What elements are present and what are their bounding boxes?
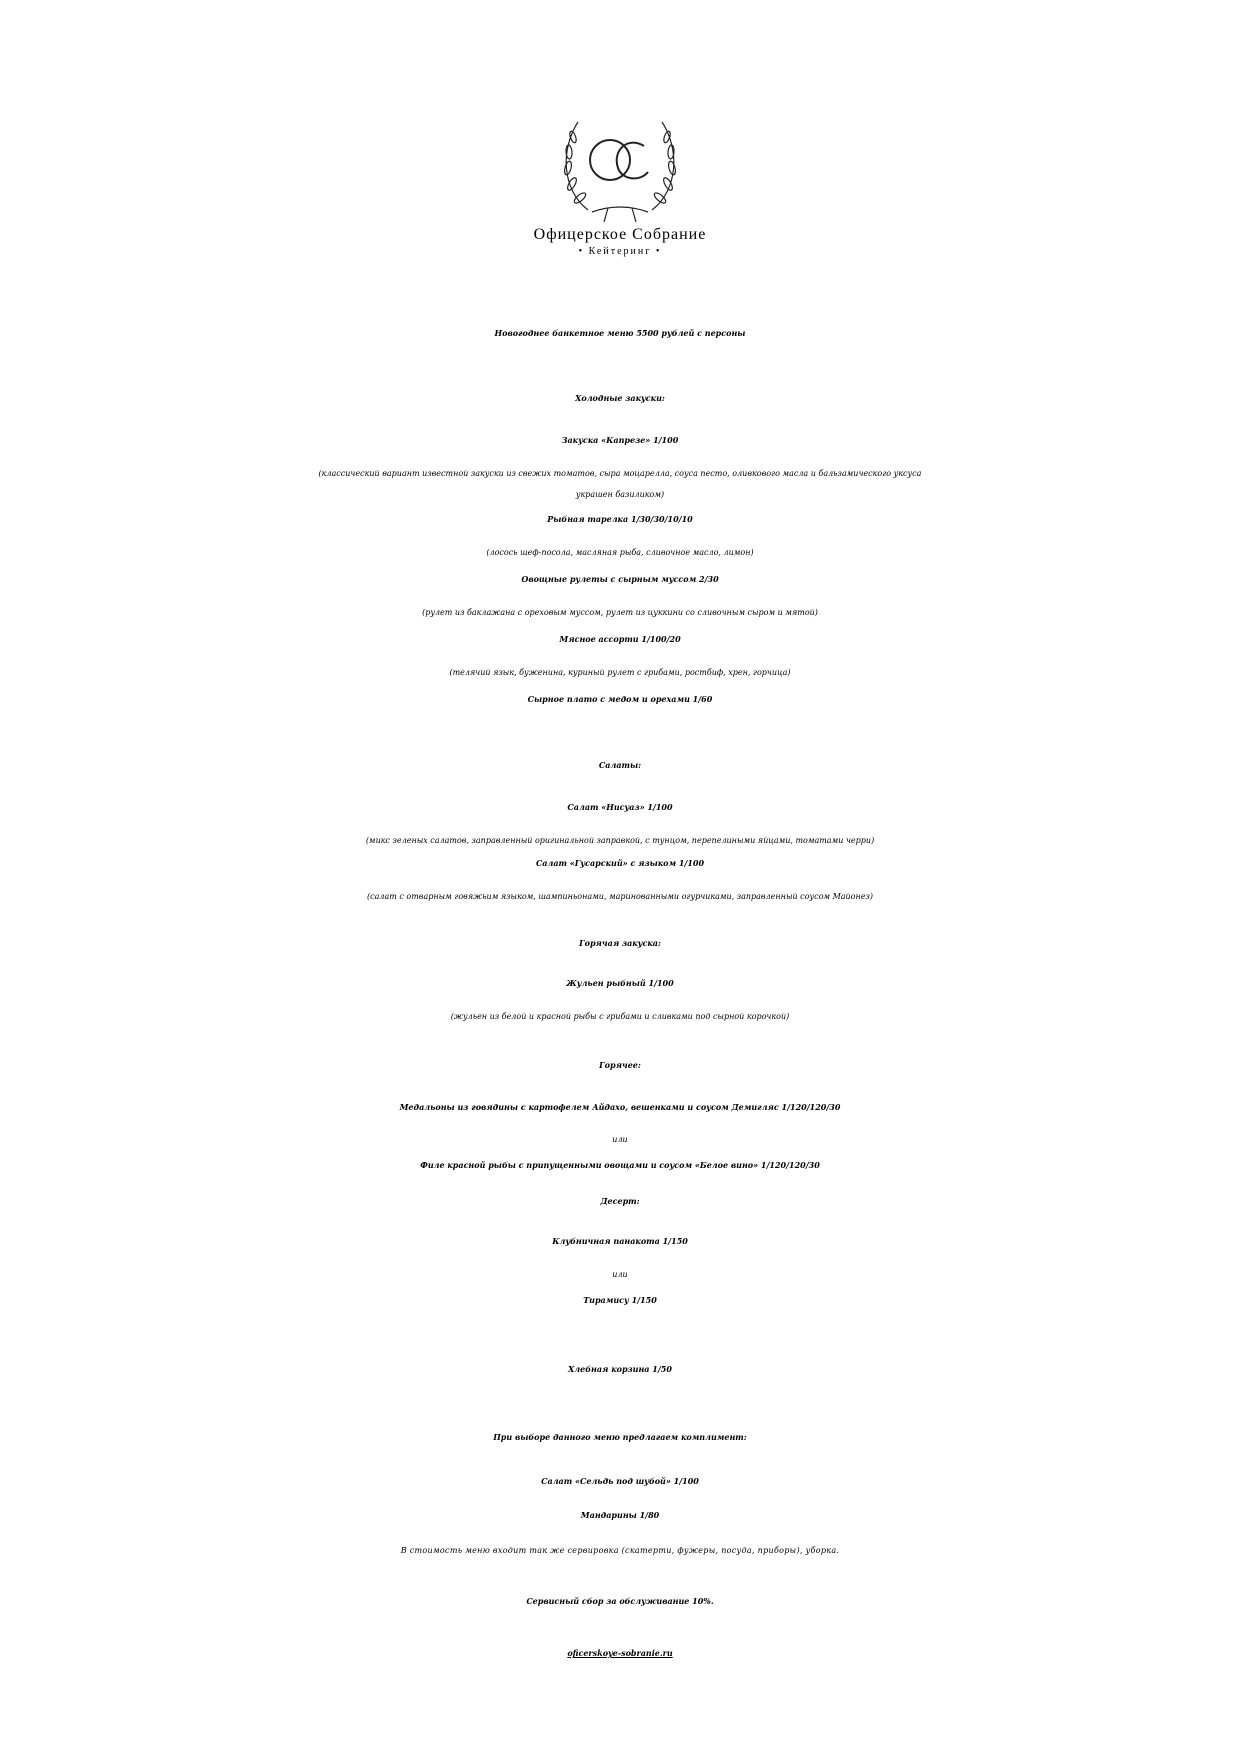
- dish-vegetable-rolls: Овощные рулеты с сырным муссом 2/30: [521, 574, 719, 584]
- compliment-herring-salad: Салат «Сельдь под шубой» 1/100: [541, 1476, 699, 1486]
- brand-name: Офицерское Собрание: [533, 226, 707, 243]
- website-link[interactable]: oficerskoye-sobranie.ru: [567, 1648, 673, 1658]
- dish-cheese-plate: Сырное плато с медом и орехами 1/60: [527, 694, 713, 704]
- dish-fish-plate-description: (лосось шеф-посола, масляная рыба, сливочное масло, лимон): [486, 548, 754, 557]
- dish-fish-julienne: Жульен рыбный 1/100: [566, 978, 674, 988]
- dish-beef-medallions: Медальоны из говядины с картофелем Айдахо, вешенками и соусом Демигляс 1/120/120/30: [399, 1102, 841, 1112]
- dish-tiramisu: Тирамису 1/150: [583, 1295, 657, 1305]
- section-heading-salads: Салаты:: [598, 760, 642, 770]
- dish-hussar-salad-description: (салат с отварным говяжьим языком, шампиньонами, маринованными огурчиками, заправленный соусом Майонез): [367, 892, 873, 901]
- dish-fish-plate: Рыбная тарелка 1/30/30/10/10: [547, 514, 693, 524]
- compliment-tangerines: Мандарины 1/80: [580, 1510, 660, 1520]
- dish-caprese: Закуска «Капрезе» 1/100: [561, 435, 679, 445]
- dish-nicoise-salad-description: (микс зеленых салатов, заправленный оригинальной заправкой, с тунцом, перепелиными яйцами, томатами черри): [365, 836, 875, 845]
- compliment-heading: При выборе данного меню предлагаем комплимент:: [493, 1432, 747, 1442]
- dish-nicoise-salad: Салат «Нисуаз» 1/100: [567, 802, 673, 812]
- or-separator-hot: или: [612, 1135, 628, 1144]
- page-title: Новогоднее банкетное меню 5500 рублей с персоны: [494, 328, 746, 338]
- service-fee: Сервисный сбор за обслуживание 10%.: [526, 1596, 714, 1606]
- dish-bread-basket: Хлебная корзина 1/50: [568, 1364, 672, 1374]
- section-heading-hot-starter: Горячая закуска:: [579, 938, 661, 948]
- dish-hussar-salad: Салат «Гусарский» с языком 1/100: [535, 858, 705, 868]
- dish-caprese-description-line2: украшен базиликом): [575, 490, 665, 499]
- dish-red-fish-fillet: Филе красной рыбы с припущенными овощами и соусом «Белое вино» 1/120/120/30: [420, 1160, 820, 1170]
- serving-note: В стоимость меню входит так же сервировка (скатерти, фужеры, посуда, приборы), уборка.: [400, 1546, 840, 1555]
- dish-fish-julienne-description: (жульен из белой и красной рыбы с грибами и сливками под сырной корочкой): [450, 1012, 790, 1021]
- dish-caprese-description-line1: (классический вариант известной закуски из свежих томатов, сыра моцарелла, соуса песто, оливкового масла и бальзамического уксуса: [318, 469, 922, 478]
- dish-strawberry-panna-cotta: Клубничная панакота 1/150: [552, 1236, 688, 1246]
- dish-meat-assortment: Мясное ассорти 1/100/20: [559, 634, 681, 644]
- dish-vegetable-rolls-description: (рулет из баклажана с ореховым муссом, рулет из цуккини со сливочным сыром и мятой): [422, 608, 818, 617]
- brand-subtitle: • Кейтеринг •: [578, 246, 662, 257]
- dish-meat-assortment-description: (телячий язык, буженина, куриный рулет с грибами, ростбиф, хрен, горчица): [449, 668, 791, 677]
- section-heading-hot: Горячее:: [599, 1060, 641, 1070]
- or-separator-dessert: или: [612, 1270, 628, 1279]
- section-heading-dessert: Десерт:: [600, 1196, 640, 1206]
- laurel-monogram-logo: [548, 110, 692, 230]
- section-heading-cold-starters: Холодные закуски:: [575, 393, 665, 403]
